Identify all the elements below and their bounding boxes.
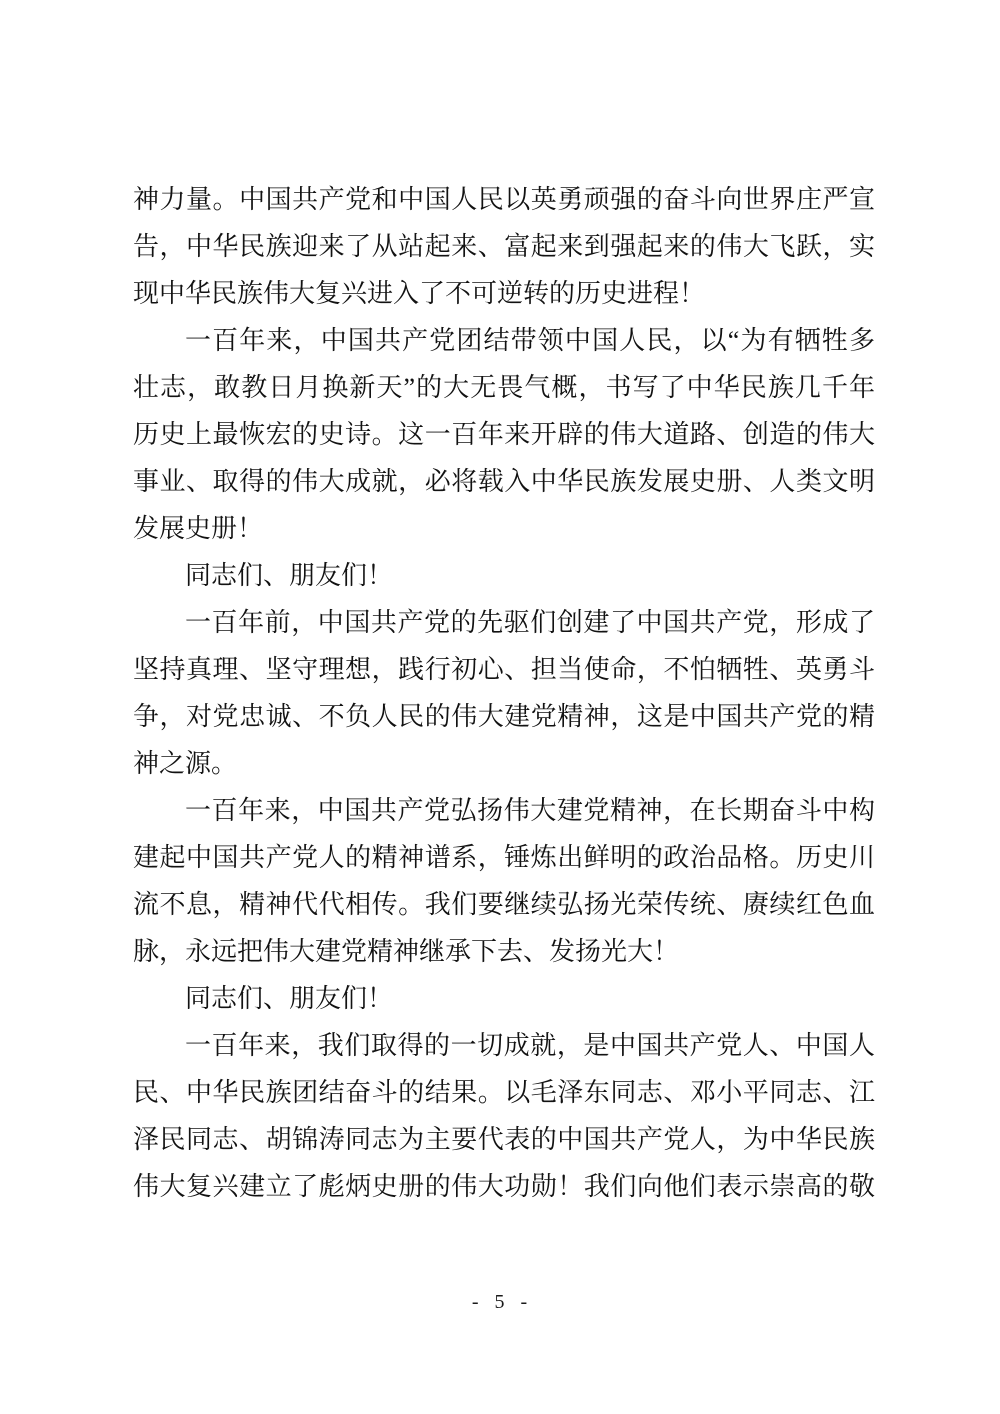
text-line: 现中华民族伟大复兴进入了不可逆转的历史进程！ [133, 279, 706, 308]
text-line: 一百年来，中国共产党弘扬伟大建党精神，在长期奋斗中构 [185, 796, 875, 825]
text-line: 历史上最恢宏的史诗。这一百年来开辟的伟大道路、创造的伟大 [133, 420, 875, 449]
page-number: - 5 - [471, 1291, 529, 1313]
document-body [133, 176, 875, 1210]
text-line: 争，对党忠诚、不负人民的伟大建党精神，这是中国共产党的精 [133, 702, 875, 731]
paragraph [133, 317, 875, 552]
paragraph [133, 1022, 875, 1210]
text-line: 事业、取得的伟大成就，必将载入中华民族发展史册、人类文明 [133, 467, 875, 496]
text-line: 伟大复兴建立了彪炳史册的伟大功勋！我们向他们表示崇高的敬 [133, 1172, 875, 1201]
paragraph [133, 599, 875, 787]
paragraph [133, 176, 875, 317]
text-line: 同志们、朋友们！ [185, 984, 394, 1013]
text-line: 泽民同志、胡锦涛同志为主要代表的中国共产党人，为中华民族 [133, 1125, 875, 1154]
text-line: 发展史册！ [133, 514, 264, 543]
text-line: 一百年来，我们取得的一切成就，是中国共产党人、中国人 [185, 1031, 875, 1060]
text-line: 脉，永远把伟大建党精神继承下去、发扬光大！ [133, 937, 680, 966]
text-line: 流不息，精神代代相传。我们要继续弘扬光荣传统、赓续红色血 [133, 890, 875, 919]
text-line: 一百年前，中国共产党的先驱们创建了中国共产党，形成了 [185, 608, 875, 637]
text-line: 告，中华民族迎来了从站起来、富起来到强起来的伟大飞跃，实 [133, 232, 875, 261]
text-line: 神之源。 [133, 749, 238, 778]
text-line: 建起中国共产党人的精神谱系，锤炼出鲜明的政治品格。历史川 [133, 843, 875, 872]
text-line: 壮志，敢教日月换新天”的大无畏气概，书写了中华民族几千年 [133, 373, 875, 402]
text-line: 神力量。中国共产党和中国人民以英勇顽强的奋斗向世界庄严宣 [133, 185, 875, 214]
paragraph [133, 552, 875, 599]
text-line: 民、中华民族团结奋斗的结果。以毛泽东同志、邓小平同志、江 [133, 1078, 875, 1107]
text-line: 一百年来，中国共产党团结带领中国人民，以“为有牺牲多 [185, 326, 875, 355]
text-line: 坚持真理、坚守理想，践行初心、担当使命，不怕牺牲、英勇斗 [133, 655, 875, 684]
paragraph [133, 787, 875, 975]
text-line: 同志们、朋友们！ [185, 561, 394, 590]
paragraph [133, 975, 875, 1022]
